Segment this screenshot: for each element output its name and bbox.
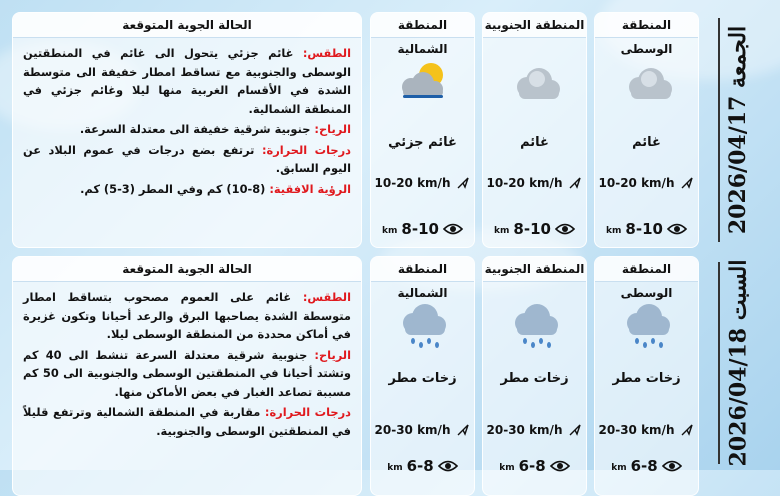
forecast-wind	[23, 346, 351, 402]
cloudy-icon	[617, 61, 677, 109]
wind-speed	[371, 423, 474, 437]
weather-text: غائم جزئي يتحول الى غائم في المنطقتين الوسطى والجنوبية مع تساقط امطار خفيفة الى متوسطة الشدة في الأقسام الغربية منها ليلا وغائم جزئي في المنطقة الشمالية.	[23, 46, 351, 116]
region-name: المنطقة الشمالية	[371, 13, 474, 38]
visibility-unit: km	[606, 226, 622, 236]
condition-label: غائم جزئي	[388, 135, 457, 150]
wind-direction-arrow-icon	[680, 423, 694, 437]
rain-showers-icon	[505, 303, 565, 351]
partly-cloudy-icon	[393, 57, 453, 105]
wind-text: جنوبية شرقية خفيفة الى معتدلة السرعة.	[79, 122, 315, 136]
wind-speed-value: 10-20 km/h	[374, 176, 451, 190]
forecast-title: الحالة الجوية المتوقعة	[13, 257, 361, 282]
eye-icon	[550, 459, 570, 473]
forecast-temperature	[23, 403, 351, 440]
visibility-unit: km	[382, 226, 398, 236]
temperature-text: ترتفع بضع درجات في عموم البلاد عن اليوم السابق.	[23, 142, 351, 175]
forecast-panel	[12, 256, 362, 496]
region-card-south	[482, 12, 587, 248]
date-column	[708, 256, 768, 470]
temperature-label: درجات الحرارة:	[264, 405, 351, 419]
condition-label: زخات مطر	[388, 371, 457, 386]
condition-label: غائم	[520, 135, 549, 150]
visibility-value: 6-8	[518, 457, 546, 475]
visibility-text: (8-10) كم وفي المطر (3-5) كم.	[80, 181, 270, 196]
visibility	[483, 457, 586, 475]
visibility-unit: km	[499, 463, 515, 473]
wind-speed	[595, 176, 698, 190]
day-row-friday	[0, 12, 780, 248]
wind-speed-value: 20-30 km/h	[598, 423, 675, 437]
forecast-weather	[23, 44, 351, 118]
wind-label: الرياح:	[314, 122, 351, 136]
wind-label: الرياح:	[314, 347, 351, 362]
visibility	[595, 220, 698, 238]
temperature-text: مقاربة في المنطقة الشمالية وترتفع قليلاً في المنطقتين الوسطى والجنوبية.	[23, 405, 351, 438]
region-card-central	[594, 12, 699, 248]
visibility-value: 6-8	[406, 457, 434, 475]
weather-label: الطقس:	[302, 290, 351, 304]
visibility-value: 6-8	[630, 457, 658, 475]
eye-icon	[555, 222, 575, 236]
wind-direction-arrow-icon	[456, 423, 470, 437]
region-name: المنطقة الوسطى	[595, 257, 698, 282]
condition-label: زخات مطر	[500, 371, 569, 386]
cloudy-icon	[505, 61, 565, 109]
forecast-body	[13, 282, 361, 440]
eye-icon	[662, 459, 682, 473]
forecast-temperature	[23, 141, 351, 178]
eye-icon	[438, 459, 458, 473]
forecast-title: الحالة الجوية المتوقعة	[13, 13, 361, 38]
visibility-unit: km	[611, 463, 627, 473]
visibility	[371, 457, 474, 475]
rain-showers-icon	[617, 303, 677, 351]
wind-speed	[483, 176, 586, 190]
rain-showers-icon	[393, 303, 453, 351]
condition-label: غائم	[632, 135, 661, 150]
visibility	[371, 220, 474, 238]
date-column	[708, 12, 768, 248]
wind-speed-value: 20-30 km/h	[486, 423, 563, 437]
region-card-central	[594, 256, 699, 496]
region-name: المنطقة الوسطى	[595, 13, 698, 38]
weather-text: غائم على العموم مصحوب بتساقط امطار متوسطة الشدة يصاحبها البرق والرعد أحيانا وتكون غزيرة في أماكن محددة من المنطقة الوسطى ليلا.	[23, 290, 351, 341]
eye-icon	[443, 222, 463, 236]
wind-speed	[595, 423, 698, 437]
region-name: المنطقة الجنوبية	[483, 257, 586, 282]
visibility-value: 8-10	[625, 220, 663, 238]
visibility-value: 8-10	[401, 220, 439, 238]
date-divider	[718, 18, 720, 242]
day-date: الجمعة 2026/04/17	[725, 25, 751, 235]
wind-direction-arrow-icon	[456, 176, 470, 190]
wind-speed-value: 20-30 km/h	[374, 423, 451, 437]
visibility-unit: km	[387, 463, 403, 473]
forecast-wind	[23, 120, 351, 139]
eye-icon	[667, 222, 687, 236]
weather-label: الطقس:	[302, 46, 351, 60]
wind-direction-arrow-icon	[568, 423, 582, 437]
forecast-weather	[23, 288, 351, 344]
wind-direction-arrow-icon	[680, 176, 694, 190]
wind-text: جنوبية شرقية معتدلة السرعة تنشط الى 40 كم وتشتد أحيانا في المنطقتين الوسطى والجنوبية الى 50 كم مسببة تصاعد الغبار في بعض الأماكن منها.	[23, 347, 351, 399]
region-card-south	[482, 256, 587, 496]
region-name: المنطقة الشمالية	[371, 257, 474, 282]
visibility-label: الرؤية الافقية:	[269, 181, 351, 196]
forecast-body	[13, 38, 361, 198]
wind-speed	[371, 176, 474, 190]
region-name: المنطقة الجنوبية	[483, 13, 586, 38]
wind-speed	[483, 423, 586, 437]
wind-speed-value: 10-20 km/h	[486, 176, 563, 190]
temperature-label: درجات الحرارة:	[261, 142, 351, 157]
visibility-unit: km	[494, 226, 510, 236]
day-date: السبت 2026/04/18	[725, 259, 751, 467]
region-card-north	[370, 12, 475, 248]
forecast-panel	[12, 12, 362, 248]
date-divider	[718, 262, 720, 464]
forecast-visibility	[23, 180, 351, 199]
wind-speed-value: 10-20 km/h	[598, 176, 675, 190]
visibility-value: 8-10	[513, 220, 551, 238]
condition-label: زخات مطر	[612, 371, 681, 386]
visibility	[595, 457, 698, 475]
region-card-north	[370, 256, 475, 496]
day-row-saturday	[0, 256, 780, 475]
visibility	[483, 220, 586, 238]
wind-direction-arrow-icon	[568, 176, 582, 190]
